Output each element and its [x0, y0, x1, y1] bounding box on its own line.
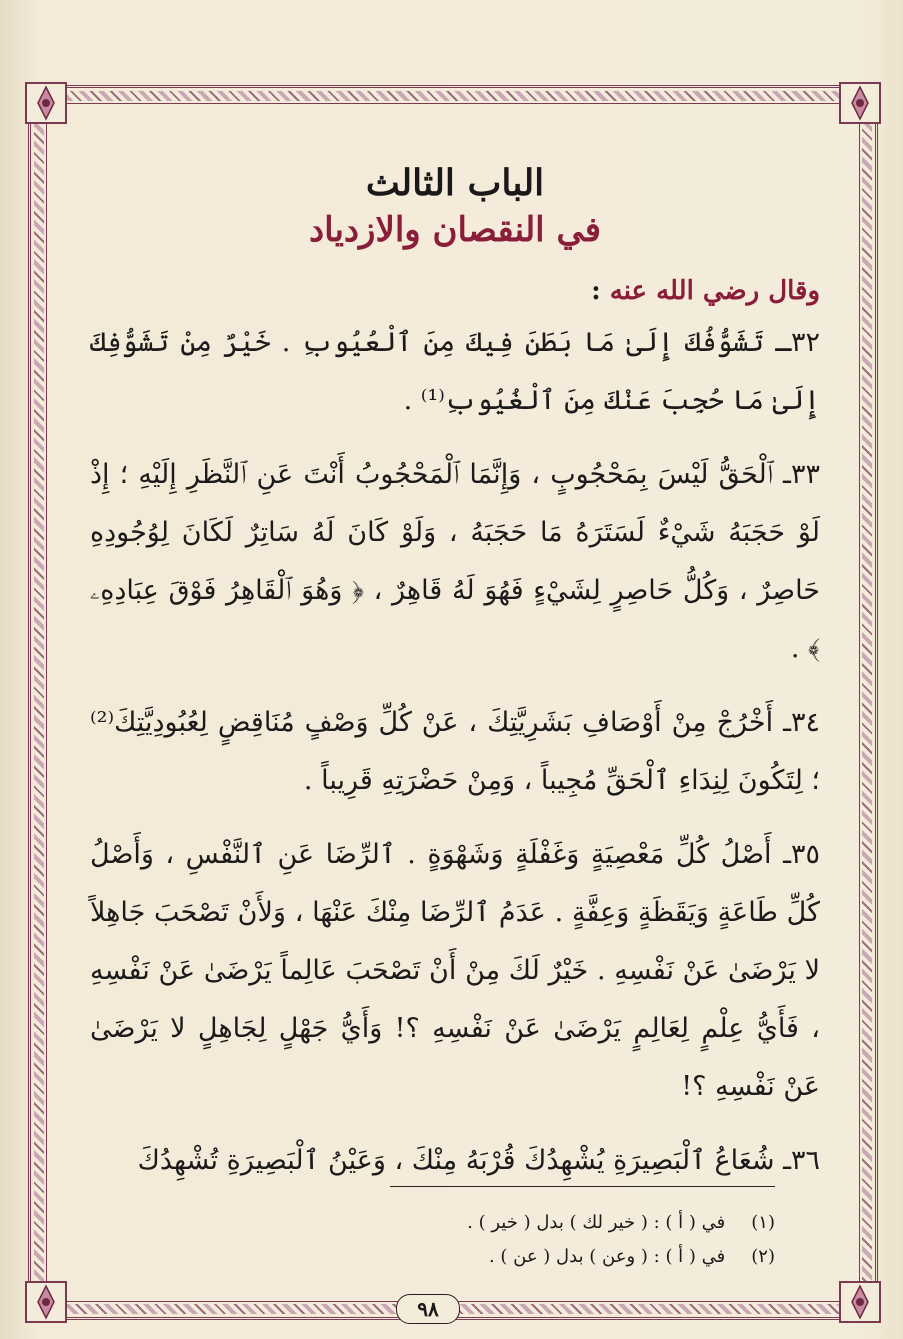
chapter-title: الباب الثالث — [365, 162, 545, 204]
footnote-text: في ( أ ) : ( وعن ) بدل ( عن ) . — [488, 1246, 726, 1267]
page-number: ٩٨ — [396, 1294, 460, 1324]
section-intro — [90, 276, 820, 306]
footnotes — [200, 1206, 775, 1274]
footnote-number: (١) — [751, 1212, 775, 1233]
footnote-text: في ( أ ) : ( خير لك ) بدل ( خير ) . — [467, 1212, 726, 1233]
footnote-number: (٢) — [751, 1246, 775, 1267]
footnote-item — [200, 1206, 775, 1240]
aphorism-36: ٣٦ـ شُعَاعُ ٱلْبَصِيرَةِ يُشْهِدُكَ قُرْبَهُ مِنْكَ ، وَعَيْنُ ٱلْبَصِيرَةِ تُشْهِدُكَ — [137, 1145, 820, 1176]
corner-ornament-icon — [24, 1280, 68, 1324]
aphorism-32: ٣٢ـ تَشَوُّفُكَ إِلَىٰ مَا بَطَنَ فِيكَ مِنَ ٱلْعُيُوبِ . خَيْرٌ مِنْ تَشَوُّفِكَ إِلَىٰ مَا حُجِبَ عَنْكَ مِنَ ٱلْغُيُوبِ⁽¹⁾ . — [90, 327, 820, 416]
corner-ornament-icon — [838, 1280, 882, 1324]
footnote-item — [200, 1240, 775, 1274]
aphorism-33: ٣٣ـ ٱلْحَقُّ لَيْسَ بِمَحْجُوبٍ ، وَإِنَّمَا ٱلْمَحْجُوبُ أَنْتَ عَنِ ٱلنَّظَرِ إِلَيْهِ ؛ إِذْ لَوْ حَجَبَهُ شَيْءٌ لَسَتَرَهُ مَا حَجَبَهُ ، وَلَوْ كَانَ لَهُ سَاتِرٌ لَكَانَ لِوُجُودِهِ حَاصِرٌ ، وَكُلُّ حَاصِرٍ لِشَيْءٍ فَهُوَ لَهُ قَاهِرٌ ، ﴿ وَهُوَ ٱلْقَاهِرُ فَوْقَ عِبَادِهِۦ ﴾ . — [90, 459, 820, 664]
intro-colon: : — [591, 276, 610, 306]
page-content — [90, 150, 820, 1206]
corner-ornament-icon — [24, 81, 68, 125]
footnote-separator — [390, 1186, 775, 1187]
aphorism-34: ٣٤ـ أَخْرُجْ مِنْ أَوْصَافِ بَشَرِيَّتِكَ ، عَنْ كُلِّ وَصْفٍ مُنَاقِضٍ لِعُبُودِيَّتِكَ⁽²⁾ ؛ لِتَكُونَ لِنِدَاءِ ٱلْحَقِّ مُجِيباً ، وَمِنْ حَضْرَتِهِ قَرِيباً . — [90, 707, 820, 796]
aphorism-35: ٣٥ـ أَصْلُ كُلِّ مَعْصِيَةٍ وَغَفْلَةٍ وَشَهْوَةٍ . ٱلرِّضَا عَنِ ٱلنَّفْسِ ، وَأَصْلُ كُلِّ طَاعَةٍ وَيَقَظَةٍ وَعِفَّةٍ . عَدَمُ ٱلرِّضَا مِنْكَ عَنْهَا ، وَلأَنْ تَصْحَبَ جَاهِلاً لا يَرْضَىٰ عَنْ نَفْسِهِ . خَيْرٌ لَكَ مِنْ أَنْ تَصْحَبَ عَالِماً يَرْضَىٰ عَنْ نَفْسِهِ ، فَأَيُّ عِلْمٍ لِعَالِمٍ يَرْضَىٰ عَنْ نَفْسِهِ ؟! وَأَيُّ جَهْلٍ لِجَاهِلٍ لا يَرْضَىٰ عَنْ نَفْسِهِ ؟! — [90, 839, 820, 1102]
corner-ornament-icon — [838, 81, 882, 125]
intro-text: وقال رضي الله عنه — [609, 276, 820, 306]
chapter-subtitle: في النقصان والازدياد — [308, 210, 602, 250]
